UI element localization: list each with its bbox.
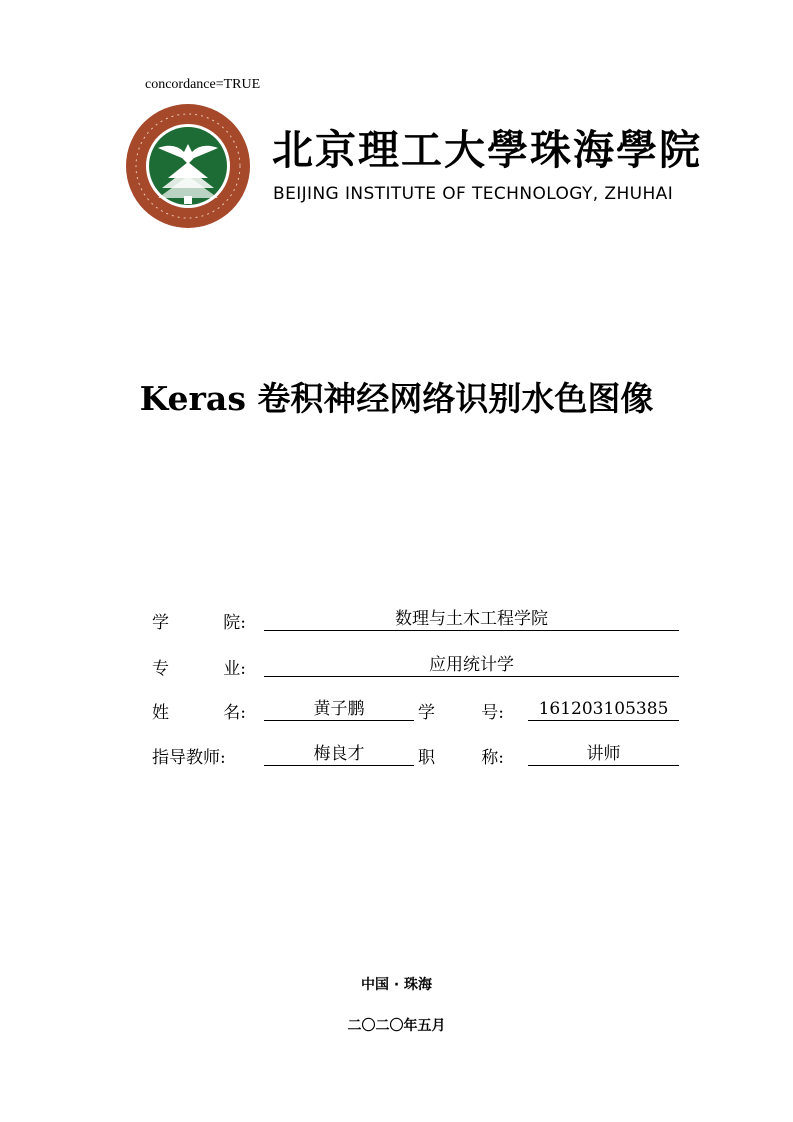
rank-label-part: 职: [418, 748, 435, 768]
rank-label: [418, 743, 504, 768]
student-id-label: [418, 698, 504, 723]
college-label-part: 院:: [223, 613, 246, 633]
student-id-label-part: 学: [418, 703, 435, 723]
info-row-college: [152, 604, 682, 634]
meta-line: concordance=TRUE: [145, 77, 261, 92]
major-field: 应用统计学: [264, 650, 679, 677]
college-label: [152, 608, 246, 633]
advisor-field: 梅良才: [264, 739, 414, 766]
footer-place: 中国 · 珠海: [360, 977, 433, 993]
advisor-label: 指导教师:: [152, 748, 226, 768]
college-label-part: 学: [152, 613, 169, 633]
name-field: 黄子鹏: [264, 694, 414, 721]
university-seal-icon: [124, 102, 252, 230]
major-label: [152, 654, 246, 679]
info-row-advisor: [152, 739, 682, 769]
name-label: [152, 698, 246, 723]
rank-label-part: 称:: [481, 748, 504, 768]
university-name-en: BEIJING INSTITUTE OF TECHNOLOGY, ZHUHAI: [273, 184, 674, 204]
major-label-part: 业:: [223, 659, 246, 679]
student-id-label-part: 号:: [481, 703, 504, 723]
footer-date: 二〇二〇年五月: [347, 1018, 446, 1034]
name-label-part: 名:: [223, 703, 246, 723]
name-label-part: 姓: [152, 703, 169, 723]
info-row-name: [152, 694, 682, 724]
info-row-major: [152, 650, 682, 680]
thesis-title: Keras 卷积神经网络识别水色图像: [139, 379, 654, 418]
college-field: 数理与土木工程学院: [264, 604, 679, 631]
university-name-cn: 北京理工大學珠海學院: [272, 126, 702, 174]
major-label-part: 专: [152, 659, 169, 679]
student-id-field: 161203105385: [528, 694, 679, 721]
rank-field: 讲师: [528, 739, 679, 766]
